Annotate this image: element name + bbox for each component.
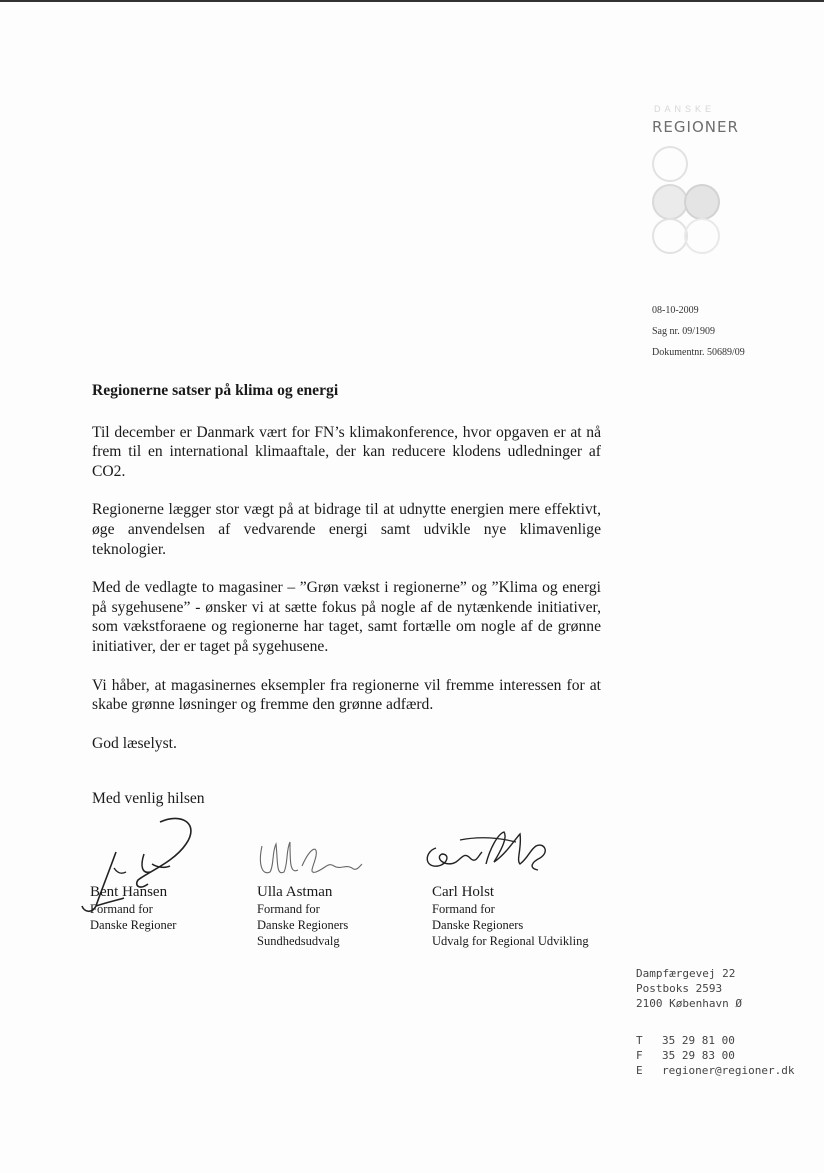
contact-fax xyxy=(636,1048,794,1063)
danske-regioner-logo xyxy=(648,104,758,264)
signatory-title-line: Formand for xyxy=(90,902,153,916)
top-edge-line xyxy=(0,0,824,2)
signatory-title-line: Danske Regioners xyxy=(432,918,524,932)
phone-number: 35 29 81 00 xyxy=(662,1034,735,1047)
letter-title: Regionerne satser på klima og energi xyxy=(92,382,339,399)
signatory-title-line: Formand for xyxy=(257,902,320,916)
case-number: Sag nr. 09/1909 xyxy=(652,326,716,337)
document-number: Dokumentnr. 50689/09 xyxy=(652,347,745,358)
logo-circles-icon xyxy=(648,144,738,264)
contact-email xyxy=(636,1063,794,1078)
signatory-title-line: Sundhedsudvalg xyxy=(257,934,340,948)
signatory-bent-hansen xyxy=(90,884,176,933)
paragraph-4: Vi håber, at magasinernes eksempler fra regionerne vil fremme interessen for at skabe grønne løsninger og fremme den grønne adfærd. xyxy=(92,676,601,714)
reference-block xyxy=(652,300,745,363)
address-street: Dampfærgevej 22 xyxy=(636,967,736,980)
paragraph-2: Regionerne lægger stor vægt på at bidrage til at udnytte energien mere effektivt, øge anvendelsen af vedvarende energi samt udvikle nye klimavenlige teknologier. xyxy=(92,501,601,558)
signatory-name: Ulla Astman xyxy=(257,884,333,900)
signatory-name: Bent Hansen xyxy=(90,884,168,900)
signatory-carl-holst xyxy=(432,884,589,949)
signature-carl-holst xyxy=(420,828,560,878)
letter-closing: Med venlig hilsen xyxy=(92,790,205,808)
email-address[interactable]: regioner@regioner.dk xyxy=(662,1064,795,1077)
signatory-name: Carl Holst xyxy=(432,884,495,900)
address-city: 2100 København Ø xyxy=(636,997,742,1010)
fax-number: 35 29 83 00 xyxy=(662,1049,735,1062)
fax-label: F xyxy=(636,1049,643,1062)
phone-label: T xyxy=(636,1034,643,1047)
signature-ulla-astman xyxy=(256,836,366,884)
letter-greeting: God læselyst. xyxy=(92,734,177,752)
signatory-ulla-astman xyxy=(257,884,348,949)
letter-date: 08-10-2009 xyxy=(652,305,699,316)
signatory-title-line: Danske Regioners xyxy=(257,918,349,932)
contact-phone xyxy=(636,1033,794,1048)
signatory-title-line: Danske Regioner xyxy=(90,918,177,932)
logo-subtitle: DANSKE xyxy=(654,104,716,114)
email-label: E xyxy=(636,1064,643,1077)
logo-name: REGIONER xyxy=(652,118,739,136)
signatory-title-line: Formand for xyxy=(432,902,495,916)
contact-block xyxy=(636,1033,794,1078)
sender-address xyxy=(636,966,742,1011)
signatory-title-line: Udvalg for Regional Udvikling xyxy=(432,934,589,948)
paragraph-1: Til december er Danmark vært for FN’s klimakonference, hvor opgaven er at nå frem til en international klimaaftale, der kan reducere klodens udledninger af CO2. xyxy=(92,423,601,480)
letter-body xyxy=(92,381,601,809)
address-box: Postboks 2593 xyxy=(636,982,723,995)
paragraph-3: Med de vedlagte to magasiner – ”Grøn vækst i regionerne” og ”Klima og energi på sygehusene” - ønsker vi at sætte fokus på nogle af de nytænkende initiativer, som vækstforaene og regionerne har taget, samt fortælle om nogle af de grønne initiativer, der er taget på sygehusene. xyxy=(92,579,601,655)
